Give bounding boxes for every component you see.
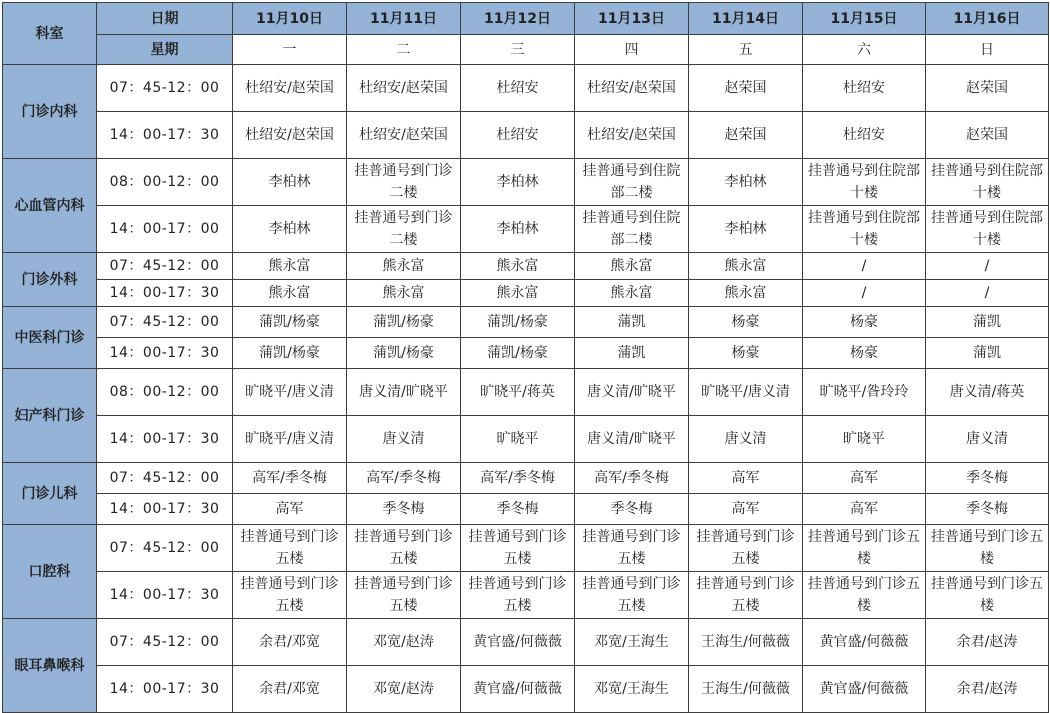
doctor-cell: 杜绍安/赵荣国: [233, 65, 347, 112]
doctor-cell: 挂普通号到门诊五楼: [233, 525, 347, 572]
schedule-row: [3, 112, 1049, 159]
doctor-cell: 旷晓平/唐义清: [233, 369, 347, 416]
doctor-cell: 旷晓平: [461, 416, 575, 463]
date-cell: 11月14日: [689, 3, 803, 35]
doctor-cell: 旷晓平/唐义清: [689, 369, 803, 416]
doctor-cell: 杜绍安: [803, 112, 926, 159]
doctor-cell: 挂普通号到门诊五楼: [233, 572, 347, 619]
doctor-cell: 赵荣国: [926, 112, 1049, 159]
doctor-cell: 熊永富: [689, 253, 803, 280]
doctor-cell: 季冬梅: [461, 494, 575, 525]
doctor-cell: 唐义清/蒋英: [926, 369, 1049, 416]
doctor-cell: 旷晓平/蒋英: [461, 369, 575, 416]
doctor-cell: 挂普通号到门诊五楼: [575, 525, 689, 572]
doctor-cell: 挂普通号到门诊五楼: [689, 525, 803, 572]
doctor-cell: 挂普通号到门诊五楼: [689, 572, 803, 619]
doctor-cell: 唐义清: [689, 416, 803, 463]
time-slot: 07：45-12：00: [97, 463, 233, 494]
doctor-cell: 挂普通号到门诊二楼: [347, 159, 461, 206]
time-slot: 14：00-17：30: [97, 416, 233, 463]
doctor-cell: 旷晓平/唐义清: [233, 416, 347, 463]
date-cell: 11月10日: [233, 3, 347, 35]
doctor-cell: 高军: [803, 494, 926, 525]
schedule-table: [2, 2, 1049, 713]
time-slot: 07：45-12：00: [97, 619, 233, 666]
doctor-cell: 挂普通号到门诊五楼: [803, 572, 926, 619]
doctor-cell: 挂普通号到门诊五楼: [347, 572, 461, 619]
doctor-cell: 杜绍安: [461, 112, 575, 159]
doctor-cell: 李柏林: [233, 159, 347, 206]
department-name: 门诊内科: [3, 65, 97, 159]
doctor-cell: 余君/赵涛: [926, 666, 1049, 713]
weekday-cell: 六: [803, 35, 926, 65]
schedule-row: [3, 159, 1049, 206]
doctor-cell: 高军: [233, 494, 347, 525]
doctor-cell: 挂普通号到门诊五楼: [803, 525, 926, 572]
doctor-cell: 赵荣国: [689, 112, 803, 159]
doctor-cell: 邓宽/王海生: [575, 666, 689, 713]
weekday-cell: 日: [926, 35, 1049, 65]
schedule-row: [3, 619, 1049, 666]
doctor-cell: 熊永富: [461, 253, 575, 280]
doctor-cell: 高军/季冬梅: [233, 463, 347, 494]
doctor-cell: /: [803, 280, 926, 307]
time-slot: 14：00-17：30: [97, 666, 233, 713]
doctor-cell: 季冬梅: [926, 494, 1049, 525]
weekday-cell: 三: [461, 35, 575, 65]
doctor-cell: 杜绍安/赵荣国: [233, 112, 347, 159]
schedule-row: [3, 666, 1049, 713]
date-label: 日期: [97, 3, 233, 35]
doctor-cell: 李柏林: [461, 206, 575, 253]
doctor-cell: 熊永富: [575, 280, 689, 307]
doctor-cell: 杨豪: [803, 307, 926, 338]
doctor-cell: 王海生/何薇薇: [689, 619, 803, 666]
doctor-cell: 旷晓平/昝玲玲: [803, 369, 926, 416]
doctor-cell: 蒲凯: [926, 307, 1049, 338]
time-slot: 14：00-17：00: [97, 206, 233, 253]
time-slot: 14：00-17：30: [97, 280, 233, 307]
doctor-cell: 余君/邓宽: [233, 619, 347, 666]
doctor-cell: 赵荣国: [926, 65, 1049, 112]
doctor-cell: 王海生/何薇薇: [689, 666, 803, 713]
department-name: 眼耳鼻喉科: [3, 619, 97, 713]
weekday-cell: 一: [233, 35, 347, 65]
doctor-cell: 杜绍安/赵荣国: [347, 65, 461, 112]
doctor-cell: 高军/季冬梅: [461, 463, 575, 494]
schedule-row: [3, 369, 1049, 416]
time-slot: 07：45-12：00: [97, 525, 233, 572]
doctor-cell: 蒲凯/杨豪: [233, 307, 347, 338]
doctor-cell: 唐义清/旷晓平: [575, 369, 689, 416]
doctor-cell: 高军/季冬梅: [575, 463, 689, 494]
doctor-cell: 挂普通号到住院部二楼: [575, 159, 689, 206]
doctor-cell: 蒲凯: [575, 307, 689, 338]
doctor-cell: 熊永富: [461, 280, 575, 307]
doctor-cell: 邓宽/王海生: [575, 619, 689, 666]
doctor-cell: 挂普通号到门诊五楼: [575, 572, 689, 619]
weekday-cell: 二: [347, 35, 461, 65]
doctor-cell: 蒲凯/杨豪: [347, 307, 461, 338]
time-slot: 07：45-12：00: [97, 307, 233, 338]
doctor-cell: 熊永富: [689, 280, 803, 307]
weekday-cell: 四: [575, 35, 689, 65]
doctor-cell: 黄官盛/何薇薇: [461, 666, 575, 713]
doctor-cell: 李柏林: [233, 206, 347, 253]
time-slot: 14：00-17：30: [97, 494, 233, 525]
doctor-cell: 李柏林: [689, 206, 803, 253]
doctor-cell: 挂普通号到住院部十楼: [926, 206, 1049, 253]
doctor-cell: 黄官盛/何薇薇: [803, 619, 926, 666]
doctor-cell: 唐义清/旷晓平: [347, 369, 461, 416]
doctor-cell: 唐义清: [926, 416, 1049, 463]
doctor-cell: 蒲凯/杨豪: [461, 307, 575, 338]
department-name: 门诊外科: [3, 253, 97, 307]
doctor-cell: /: [926, 280, 1049, 307]
time-slot: 08：00-12：00: [97, 369, 233, 416]
schedule-row: [3, 572, 1049, 619]
doctor-cell: 杜绍安/赵荣国: [575, 65, 689, 112]
doctor-cell: 挂普通号到门诊五楼: [926, 572, 1049, 619]
time-slot: 14：00-17：30: [97, 338, 233, 369]
doctor-cell: 挂普通号到门诊五楼: [926, 525, 1049, 572]
doctor-cell: 高军: [689, 463, 803, 494]
schedule-row: [3, 416, 1049, 463]
doctor-cell: 挂普通号到住院部十楼: [803, 159, 926, 206]
dept-header: 科室: [3, 3, 97, 65]
date-cell: 11月15日: [803, 3, 926, 35]
doctor-cell: 蒲凯/杨豪: [233, 338, 347, 369]
doctor-cell: 黄官盛/何薇薇: [461, 619, 575, 666]
doctor-cell: 杜绍安: [803, 65, 926, 112]
doctor-cell: /: [803, 253, 926, 280]
weekday-label: 星期: [97, 35, 233, 65]
doctor-cell: 余君/赵涛: [926, 619, 1049, 666]
date-cell: 11月13日: [575, 3, 689, 35]
schedule-row: [3, 65, 1049, 112]
schedule-row: [3, 280, 1049, 307]
doctor-cell: 熊永富: [347, 253, 461, 280]
doctor-cell: 高军: [689, 494, 803, 525]
doctor-cell: 熊永富: [575, 253, 689, 280]
department-name: 妇产科门诊: [3, 369, 97, 463]
date-cell: 11月16日: [926, 3, 1049, 35]
time-slot: 08：00-12：00: [97, 159, 233, 206]
doctor-cell: 唐义清/旷晓平: [575, 416, 689, 463]
doctor-cell: 挂普通号到住院部十楼: [926, 159, 1049, 206]
doctor-cell: 熊永富: [347, 280, 461, 307]
date-cell: 11月11日: [347, 3, 461, 35]
department-name: 门诊儿科: [3, 463, 97, 525]
doctor-cell: 熊永富: [233, 253, 347, 280]
header-row-weekdays: [3, 35, 1049, 65]
schedule-row: [3, 307, 1049, 338]
doctor-cell: 余君/邓宽: [233, 666, 347, 713]
schedule-body: [3, 3, 1049, 713]
schedule-row: [3, 494, 1049, 525]
header-row-dates: [3, 3, 1049, 35]
doctor-cell: 杨豪: [689, 338, 803, 369]
doctor-cell: 挂普通号到门诊二楼: [347, 206, 461, 253]
doctor-cell: 黄官盛/何薇薇: [803, 666, 926, 713]
doctor-cell: 季冬梅: [575, 494, 689, 525]
doctor-cell: 挂普通号到门诊五楼: [347, 525, 461, 572]
time-slot: 14：00-17：30: [97, 112, 233, 159]
doctor-cell: 挂普通号到门诊五楼: [461, 572, 575, 619]
weekday-cell: 五: [689, 35, 803, 65]
date-cell: 11月12日: [461, 3, 575, 35]
doctor-cell: 挂普通号到住院部十楼: [803, 206, 926, 253]
doctor-cell: /: [926, 253, 1049, 280]
doctor-cell: 赵荣国: [689, 65, 803, 112]
doctor-cell: 蒲凯/杨豪: [347, 338, 461, 369]
doctor-cell: 高军: [803, 463, 926, 494]
schedule-row: [3, 463, 1049, 494]
doctor-cell: 蒲凯/杨豪: [461, 338, 575, 369]
doctor-cell: 旷晓平: [803, 416, 926, 463]
doctor-cell: 蒲凯: [575, 338, 689, 369]
doctor-cell: 挂普通号到住院部二楼: [575, 206, 689, 253]
doctor-cell: 蒲凯: [926, 338, 1049, 369]
doctor-cell: 李柏林: [461, 159, 575, 206]
department-name: 心血管内科: [3, 159, 97, 253]
schedule-row: [3, 253, 1049, 280]
doctor-cell: 高军/季冬梅: [347, 463, 461, 494]
doctor-cell: 杜绍安: [461, 65, 575, 112]
time-slot: 07：45-12：00: [97, 253, 233, 280]
doctor-cell: 唐义清: [347, 416, 461, 463]
schedule-row: [3, 338, 1049, 369]
time-slot: 07：45-12：00: [97, 65, 233, 112]
schedule-row: [3, 525, 1049, 572]
doctor-cell: 杜绍安/赵荣国: [347, 112, 461, 159]
department-name: 口腔科: [3, 525, 97, 619]
doctor-cell: 熊永富: [233, 280, 347, 307]
doctor-cell: 邓宽/赵涛: [347, 619, 461, 666]
doctor-cell: 李柏林: [689, 159, 803, 206]
doctor-cell: 季冬梅: [347, 494, 461, 525]
doctor-cell: 挂普通号到门诊五楼: [461, 525, 575, 572]
doctor-cell: 杨豪: [689, 307, 803, 338]
department-name: 中医科门诊: [3, 307, 97, 369]
doctor-cell: 邓宽/赵涛: [347, 666, 461, 713]
doctor-cell: 杨豪: [803, 338, 926, 369]
schedule-row: [3, 206, 1049, 253]
time-slot: 14：00-17：30: [97, 572, 233, 619]
doctor-cell: 杜绍安/赵荣国: [575, 112, 689, 159]
doctor-cell: 季冬梅: [926, 463, 1049, 494]
